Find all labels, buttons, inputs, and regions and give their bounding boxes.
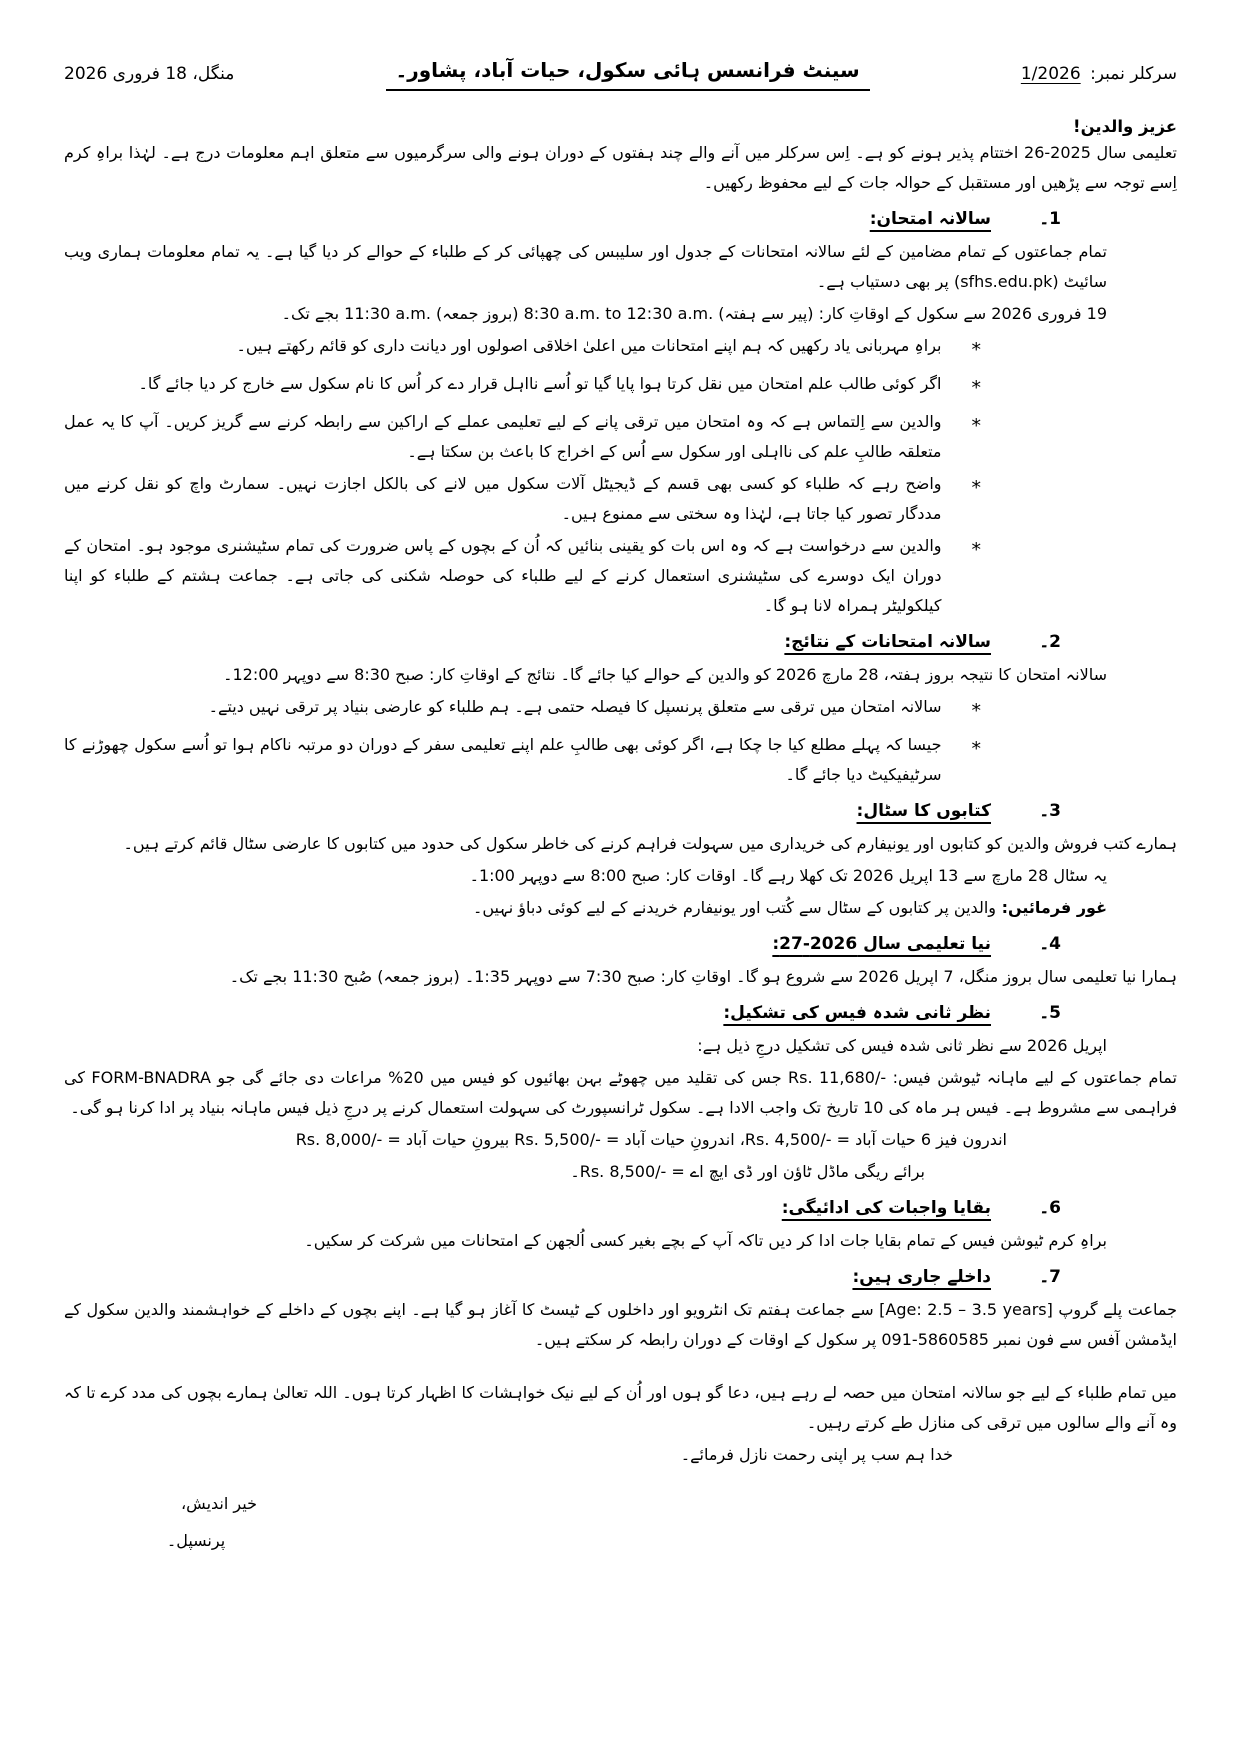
asterisk-bullet-icon: * — [971, 414, 981, 437]
circular-number-value: 1/2026 — [1020, 64, 1081, 84]
section-number: 6۔ — [1039, 1198, 1061, 1219]
section-paragraph: جماعت پلے گروپ ‎[Age: 2.5 – 3.5 years]‎ سے جماعت ہفتم تک انٹرویو اور داخلوں کے ٹیسٹ کا آغاز ہو گیا ہے۔ اپنے بچوں کے داخلے کے خواہشمند والدین سکول کے ایڈمشن آفس سے فون نمبر ‎091-5860585‎ پر سکول کے اوقات کے دوران رابطہ کر سکتے ہیں۔ — [64, 1300, 1178, 1350]
section-title: نیا تعلیمی سال 2026-27: — [772, 934, 991, 955]
section-heading — [64, 999, 1177, 1028]
section-paragraph: ہمارے کتب فروش والدین کو کتابوں اور یونیفارم کی خریداری میں سہولت فراہم کرنے کی خاطر سکول کی حدود میں کتابوں کا عارضی سٹال قائم کرتے ہیں۔ — [123, 834, 1177, 853]
bullet-text: والدین سے درخواست ہے کہ وہ اس بات کو یقینی بنائیں کہ اُن کے بچوں کے پاس ضرورت کی تمام سٹیشنری موجود ہو۔ امتحان کے دوران ایک دوسرے کی سٹیشنری استعمال کرنے کے لیے طلباء کی حوصلہ شکنی کی جاتی ہے۔ جماعت ہشتم کے طلباء کو اپنا کیلکولیٹر ہمراہ لانا ہو گا۔ — [64, 536, 942, 616]
section — [64, 999, 1177, 1187]
section-paragraph: اپریل 2026 سے نظر ثانی شدہ فیس کی تشکیل درجِ ذیل ہے: — [697, 1036, 1107, 1056]
school-name-title: سینٹ فرانسس ہائی سکول، حیات آباد، پشاور۔ — [386, 58, 870, 91]
section-paragraph: تمام جماعتوں کے تمام مضامین کے لئے سالانہ امتحانات کے جدول اور سلیبس کی چھپائی کر کے طلباء کے حوالے کر دیا گیا ہے۔ یہ تمام معلومات ہماری ویب سائیٹ ‎(sfhs.edu.pk)‎ پر بھی دستیاب ہے۔ — [64, 242, 1107, 292]
section — [64, 205, 1177, 621]
well-wisher-line: خیر اندیش، — [181, 1493, 257, 1513]
section-bullet — [64, 531, 1177, 621]
section-title: داخلے جاری ہیں: — [852, 1267, 991, 1288]
section-number: 5۔ — [1039, 1003, 1061, 1024]
principal-line: پرنسپل۔ — [166, 1530, 226, 1550]
circular-number-block — [1021, 58, 1177, 84]
section-title: سالانہ امتحانات کے نتائج: — [784, 632, 991, 653]
sections-container — [64, 205, 1177, 1355]
asterisk-bullet-icon: * — [971, 700, 981, 723]
section-number: 3۔ — [1039, 801, 1061, 822]
blessing-line: خدا ہم سب پر اپنی رحمت نازل فرمائے۔ — [680, 1444, 953, 1464]
section-number: 4۔ — [1039, 934, 1061, 955]
section-paragraph: سالانہ امتحان کا نتیجہ بروز ہفتہ، 28 مارچ 2026 کو والدین کے حوالے کیا جائے گا۔ نتائج کے اوقاتِ کار: صبح 8:30 سے دوپہر 12:00۔ — [223, 665, 1107, 685]
section — [64, 1263, 1177, 1355]
section — [64, 628, 1177, 790]
note-lead: غور فرمائیں: — [996, 898, 1107, 918]
asterisk-bullet-icon: * — [971, 339, 981, 362]
section-title: بقایا واجبات کی ادائیگی: — [781, 1198, 991, 1219]
section-number: 1۔ — [1039, 209, 1061, 230]
bullet-text: واضح رہے کہ طلباء کو کسی بھی قسم کے ڈیجیٹل آلات سکول میں لانے کی بالکل اجازت نہیں۔ سمارٹ واچ کو نقل کرنے میں مددگار تصور کیا جاتا ہے، لہٰذا وہ سختی سے ممنوع ہیں۔ — [64, 473, 942, 523]
section-note — [64, 893, 1177, 923]
section-heading — [64, 1194, 1177, 1223]
section-heading — [64, 1263, 1177, 1292]
signoff-block — [144, 1486, 294, 1560]
section-paragraph: برائے ریگی ماڈل ٹاؤن اور ڈی ایچ اے = ‎Rs. 8,500/-‎۔ — [570, 1162, 925, 1182]
section — [64, 797, 1177, 923]
section-bullet — [64, 692, 1177, 728]
section-heading — [64, 930, 1177, 959]
section-paragraph: براہِ کرم ٹیوشن فیس کے تمام بقایا جات ادا کر دیں تاکہ آپ کے بچے بغیر کسی اُلجھن کے امتحانات میں شرکت کر سکیں۔ — [304, 1231, 1107, 1251]
note-text: والدین پر کتابوں کے سٹال سے کُتب اور یونیفارم خریدنے کے لیے کوئی دباؤ نہیں۔ — [472, 898, 996, 918]
bullet-text: اگر کوئی طالب علم امتحان میں نقل کرتا ہوا پایا گیا تو اُسے نااہل قرار دے کر اُس کا نام سکول سے خارج کر دیا جائے گا۔ — [138, 374, 942, 393]
section-paragraph: اندرون فیز 6 حیات آباد = ‎Rs. 4,500/-‎، اندرونِ حیات آباد = ‎Rs. 5,500/-‎ بیرونِ حیات آباد = ‎Rs. 8,000/-‎ — [295, 1130, 1007, 1150]
section-number: 7۔ — [1039, 1267, 1061, 1288]
section-paragraph: یہ سٹال 28 مارچ سے 13 اپریل 2026 تک کھلا رہے گا۔ اوقات کار: صبح 8:00 سے دوپہر 1:00۔ — [469, 866, 1107, 886]
circular-number-label: سرکلر نمبر: — [1090, 64, 1177, 84]
intro-paragraph: تعلیمی سال 2025-26 اختتام پذیر ہونے کو ہے۔ اِس سرکلر میں آنے والے چند ہفتوں کے دوران ہونے والی سرگرمیوں سے متعلق اہم معلومات درج ہے۔ لہٰذا براہِ کرم اِسے توجہ سے پڑھیں اور مستقبل کے حوالہ جات کے لیے محفوظ رکھیں۔ — [64, 143, 1177, 193]
section-title: کتابوں کا سٹال: — [856, 801, 991, 822]
section-paragraph: 19 فروری 2026 سے سکول کے اوقاتِ کار: (پیر سے ہفتہ) ‎8:30 a.m. to 12:30 a.m.‎ (بروز جمعہ) ‎11:30 a.m.‎ بجے تک۔ — [281, 304, 1107, 324]
section — [64, 930, 1177, 992]
section-heading — [64, 797, 1177, 826]
circular-date: منگل، 18 فروری 2026 — [64, 64, 235, 84]
asterisk-bullet-icon: * — [971, 377, 981, 399]
bullet-text: سالانہ امتحان میں ترقی سے متعلق پرنسپل کا فیصلہ حتمی ہے۔ ہم طلباء کو عارضی بنیاد پر ترقی نہیں دیتے۔ — [208, 697, 942, 717]
bullet-text: جیسا کہ پہلے مطلع کیا جا چکا ہے، اگر کوئی بھی طالبِ علم اپنے تعلیمی سفر کے دوران دو مرتبہ ناکام ہوا تو اُسے سکول چھوڑنے کا سرٹیفیکیٹ دیا جائے گا۔ — [64, 734, 942, 785]
section — [64, 1194, 1177, 1256]
greeting-line: عزیز والدین! — [1073, 117, 1177, 136]
section-paragraph: ہمارا نیا تعلیمی سال بروز منگل، 7 اپریل 2026 سے شروع ہو گا۔ اوقاتِ کار: صبح 7:30 سے دوپہر 1:35۔ (بروز جمعہ) صُبح 11:30 بجے تک۔ — [229, 967, 1177, 987]
section-paragraph: تمام جماعتوں کے لیے ماہانہ ٹیوشن فیس: ‎Rs. 11,680/-‎ جس کی تقلید میں چھوٹے بہن بھائیوں کو فیس میں 20% مراعات دی جائے گی جو FORM-BNADRA کی فراہمی سے مشروط ہے۔ فیس ہر ماہ کی 10 تاریخ تک واجب الادا ہے۔ سکول ٹرانسپورٹ کی سہولت استعمال کرنے پر درجِ ذیل فیس ماہانہ بنیاد پر ادا کرنا ہو گی۔ — [64, 1068, 1178, 1118]
bullet-text: والدین سے اِلتماس ہے کہ وہ امتحان میں ترقی پانے کے لیے تعلیمی عملے کے اراکین سے رابطہ کرنے سے گریز کریں۔ آپ کا یہ عمل متعلقہ طالبِ علم کی نااہلی اور سکول سے اُس کے اخراج کا باعث بن سکتا ہے۔ — [64, 411, 942, 461]
section-number: 2۔ — [1039, 632, 1061, 653]
bullet-text: براہِ مہربانی یاد رکھیں کہ ہم اپنے امتحانات میں اعلیٰ اخلاقی اصولوں اور دیانت داری کو قائم رکھتے ہیں۔ — [236, 336, 942, 356]
asterisk-bullet-icon: * — [971, 539, 981, 562]
asterisk-bullet-icon: * — [971, 476, 981, 499]
section-title: نظر ثانی شدہ فیس کی تشکیل: — [723, 1003, 991, 1024]
closing-paragraph: میں تمام طلباء کے لیے جو سالانہ امتحان میں حصہ لے رہے ہیں، دعا گو ہوں اور اُن کے لیے نیک خواہشات کا اظہار کرتا ہوں۔ اللہ تعالیٰ ہمارے بچوں کی مدد کرے تا کہ وہ آنے والے سالوں میں ترقی کی منازل طے کرتے رہیں۔ — [64, 1382, 1177, 1432]
section-title: سالانہ امتحان: — [869, 209, 991, 230]
page-header — [64, 58, 1177, 91]
asterisk-bullet-icon: * — [971, 737, 981, 760]
section-bullet — [64, 331, 1177, 367]
section-bullet — [64, 730, 1177, 790]
section-heading — [64, 205, 1177, 234]
section-heading — [64, 628, 1177, 657]
section-bullet — [64, 407, 1177, 467]
section-bullet — [64, 369, 1177, 405]
section-bullet — [64, 469, 1177, 529]
